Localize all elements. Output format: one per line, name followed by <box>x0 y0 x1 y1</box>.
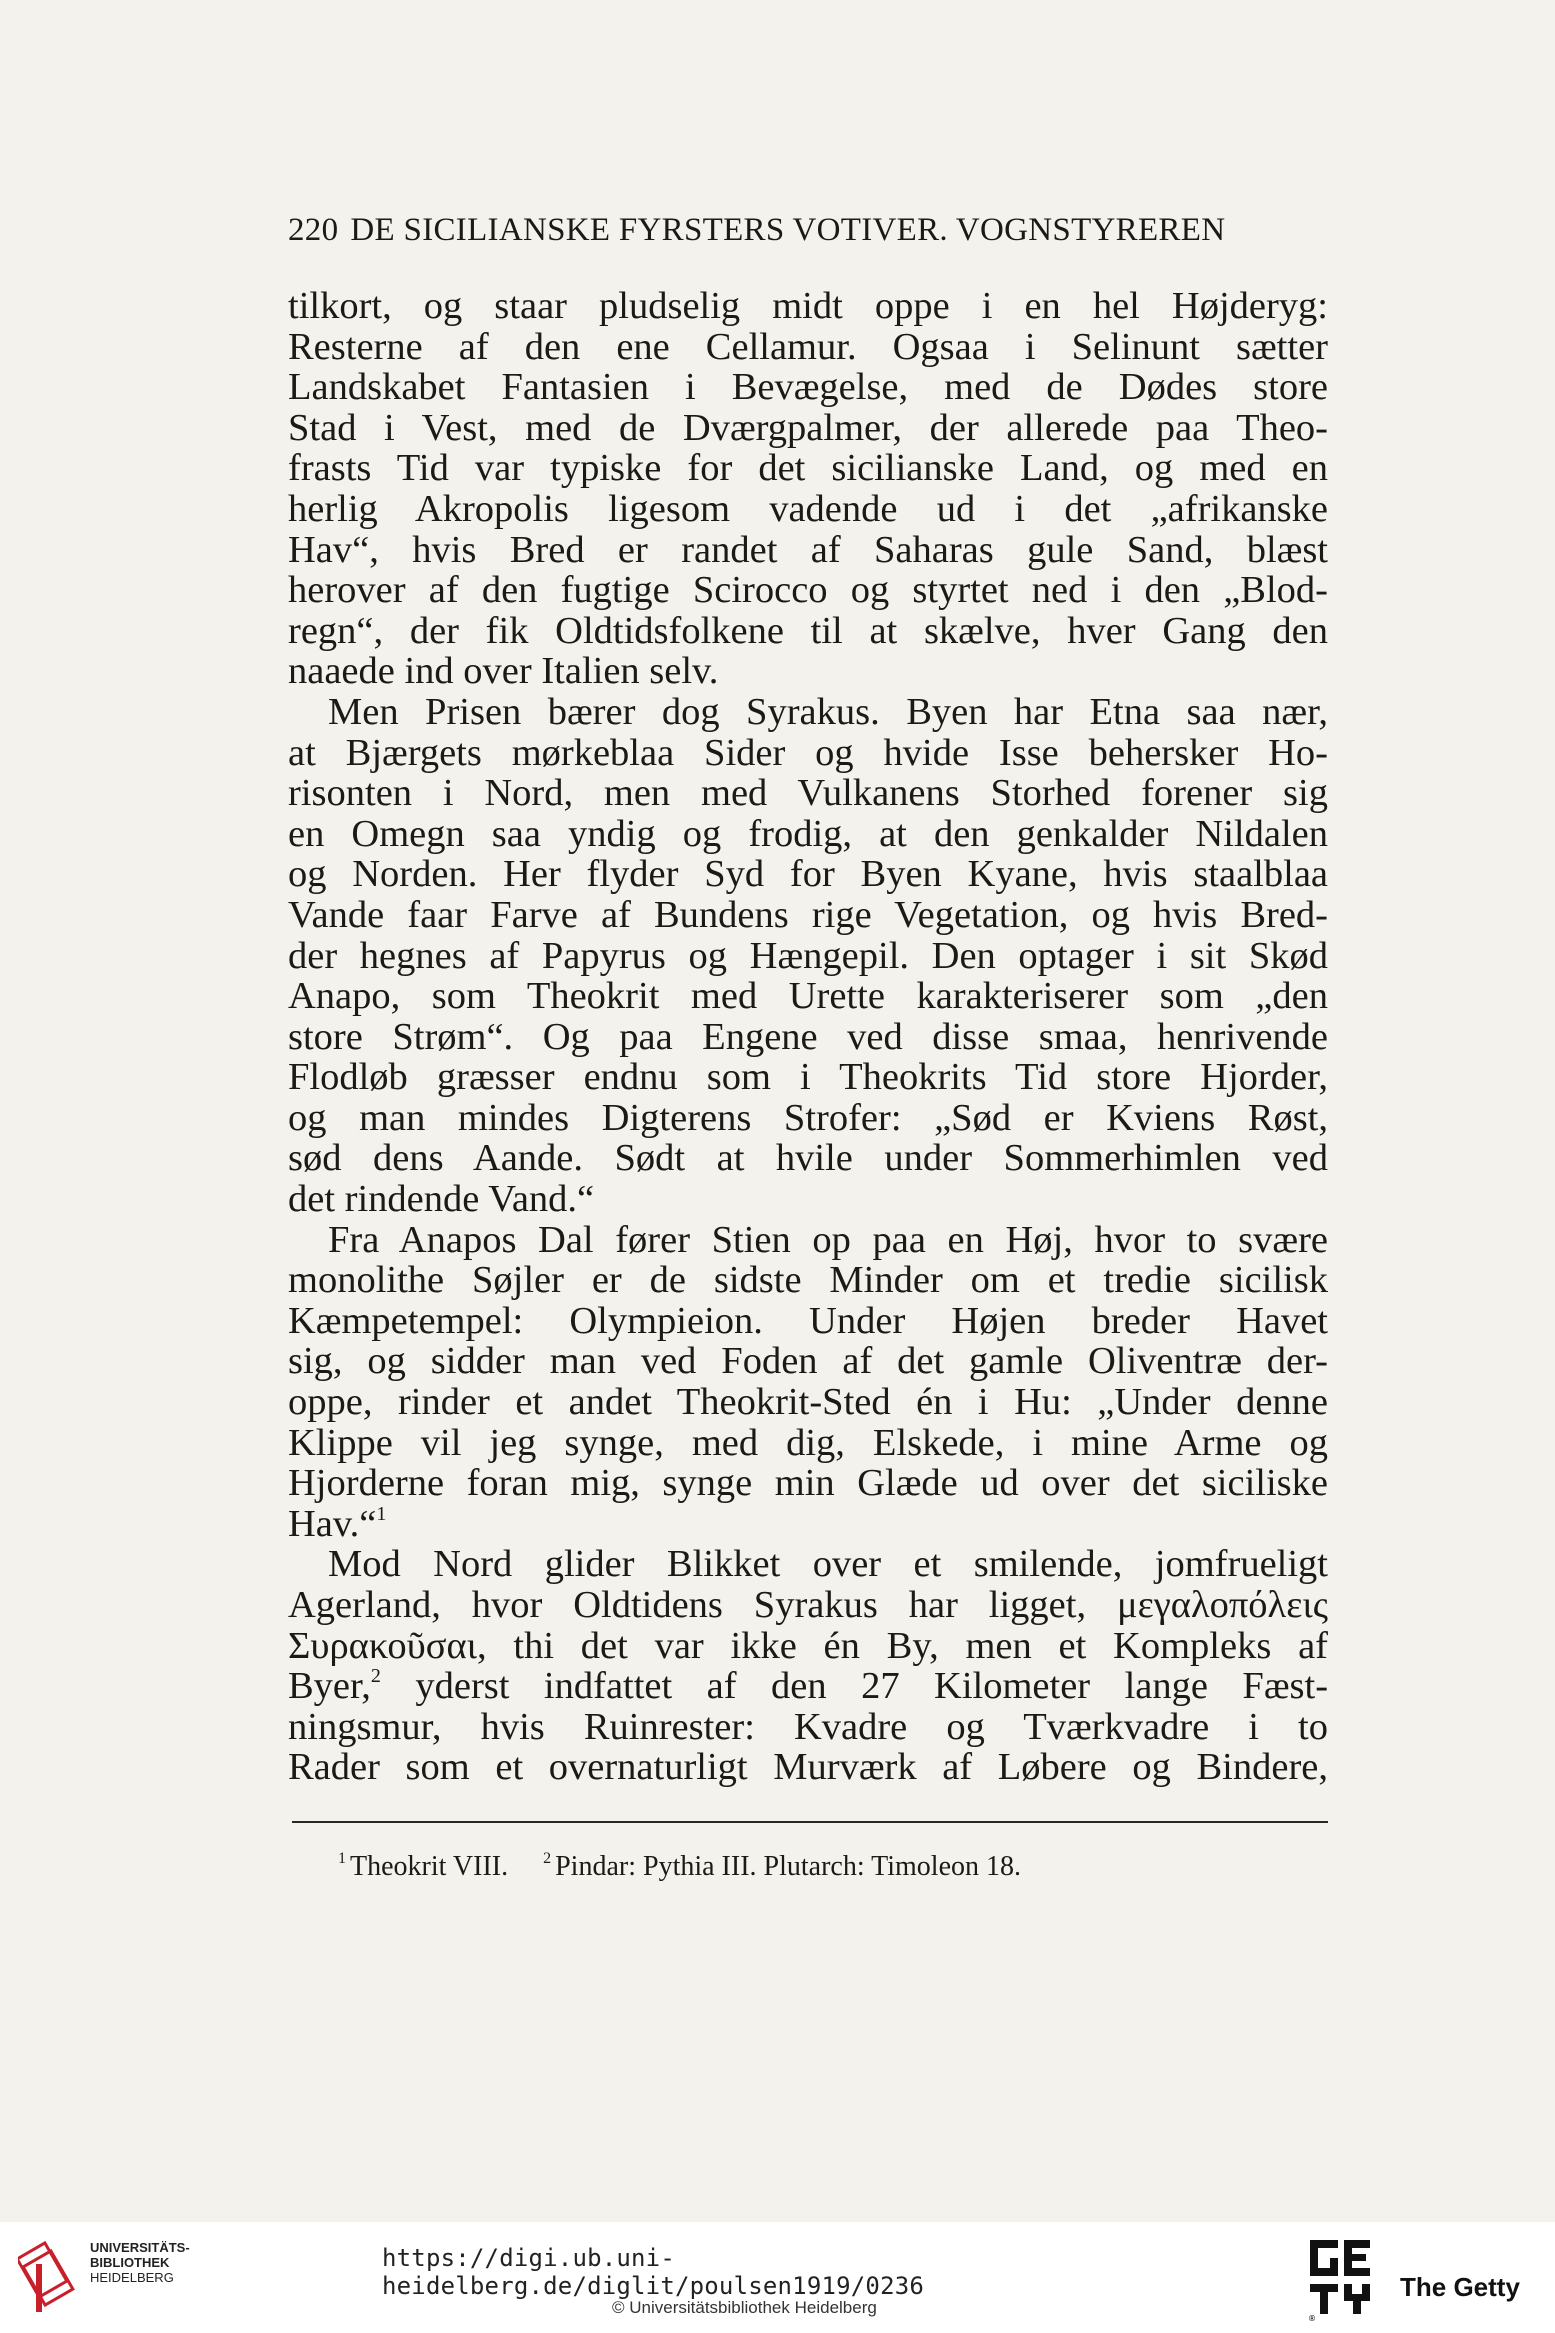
footnotes <box>338 1850 1288 1883</box>
getty-logo-icon <box>1306 2236 1374 2322</box>
library-name <box>90 2240 190 2285</box>
body-text <box>288 286 1328 1788</box>
university-library-logo-icon <box>18 2234 80 2320</box>
text-line: Mod Nord glider Blikket over et smilende, jomfrueligt <box>328 1543 1328 1586</box>
getty-name: The Getty <box>1400 2272 1520 2302</box>
text-line: at Bjærgets mørkeblaa Sider og hvide Isse behersker Ho- <box>288 731 1328 774</box>
text-fragment: Byer, <box>288 1665 371 1708</box>
text-fragment: yderst indfattet af den 27 Kilometer lange Fæst- <box>415 1665 1329 1708</box>
text-line: Vande faar Farve af Bundens rige Vegetation, og hvis Bred- <box>288 893 1328 936</box>
text-line: regn“, der fik Oldtidsfolkene til at skælve, hver Gang den <box>288 609 1328 652</box>
footnote-2 <box>543 1851 1021 1882</box>
text-line: Hjorderne foran mig, synge min Glæde ud over det siciliske <box>288 1462 1328 1505</box>
text-line: Kæmpetempel: Olympieion. Under Højen breder Havet <box>288 1299 1328 1342</box>
footnote-text: Theokrit VIII. <box>350 1851 509 1882</box>
text-fragment: Hav.“ <box>288 1502 377 1545</box>
page-number: 220 <box>288 212 339 248</box>
text-line: store Strøm“. Og paa Engene ved disse smaa, henrivende <box>288 1015 1328 1058</box>
text-line: Hav“, hvis Bred er randet af Saharas gule Sand, blæst <box>288 528 1328 571</box>
footnote-ref[interactable]: 1 <box>376 1502 387 1525</box>
text-line: tilkort, og staar pludselig midt oppe i en hel Højderyg: <box>288 285 1328 327</box>
footnote-number: 2 <box>543 1850 552 1867</box>
footnote-number: 1 <box>338 1850 346 1867</box>
library-name-line: UNIVERSITÄTS- <box>90 2240 190 2255</box>
text-line: det rindende Vand.“ <box>288 1178 595 1221</box>
registered-mark: ® <box>1308 2314 1316 2322</box>
text-line <box>288 1666 1328 1707</box>
footnote-text: Pindar: Pythia III. Plutarch: Timoleon 18. <box>555 1851 1021 1882</box>
text-line: monolithe Søjler er de sidste Minder om et tredie sicilisk <box>288 1259 1328 1302</box>
text-line: Anapo, som Theokrit med Urette karakteriserer som „den <box>288 975 1328 1018</box>
footnote-ref[interactable]: 2 <box>370 1665 381 1688</box>
library-name-line: BIBLIOTHEK <box>90 2255 170 2270</box>
text-line: Συρακοῦσαι, thi det var ikke én By, men et Kompleks af <box>288 1624 1328 1667</box>
text-line: oppe, rinder et andet Theokrit-Sted én i Hu: „Under denne <box>288 1381 1328 1424</box>
text-line: Fra Anapos Dal fører Stien op paa en Høj, hvor to svære <box>328 1218 1328 1261</box>
text-line: og man mindes Digterens Strofer: „Sød er Kviens Røst, <box>288 1096 1328 1139</box>
text-line: sig, og sidder man ved Foden af det gamle Oliventræ der- <box>288 1340 1328 1383</box>
running-title: DE SICILIANSKE FYRSTERS VOTIVER. VOGNSTYREREN <box>350 212 1226 248</box>
text-line: Landskabet Fantasien i Bevægelse, med de Dødes store <box>288 366 1328 409</box>
text-line: Agerland, hvor Oldtidens Syrakus har ligget, μεγαλοπόλεις <box>288 1584 1328 1626</box>
text-line: sød dens Aande. Sødt at hvile under Sommerhimlen ved <box>288 1137 1328 1180</box>
library-name-line: HEIDELBERG <box>90 2270 174 2285</box>
text-line: en Omegn saa yndig og frodig, at den genkalder Nildalen <box>288 812 1328 855</box>
digitization-banner <box>0 2222 1555 2333</box>
text-line <box>288 1504 1328 1545</box>
footnote-1 <box>338 1851 508 1882</box>
permalink-url[interactable]: https://digi.ub.uni-heidelberg.de/diglit/poulsen1919/0236 <box>382 2244 925 2300</box>
text-line: risonten i Nord, men med Vulkanens Storhed forener sig <box>288 772 1328 815</box>
text-line: herover af den fugtige Scirocco og styrtet ned i den „Blod- <box>288 569 1328 612</box>
text-line: Resterne af den ene Cellamur. Ogsaa i Selinunt sætter <box>288 325 1328 368</box>
text-line: herlig Akropolis ligesom vadende ud i det „afrikanske <box>288 487 1328 530</box>
copyright-notice: © Universitätsbibliothek Heidelberg <box>612 2298 877 2317</box>
text-line: Klippe vil jeg synge, med dig, Elskede, i mine Arme og <box>288 1421 1328 1464</box>
text-line: Men Prisen bærer dog Syrakus. Byen har Etna saa nær, <box>328 690 1328 733</box>
text-line: Rader som et overnaturligt Murværk af Løbere og Bindere, <box>288 1746 1328 1789</box>
text-line: ningsmur, hvis Ruinrester: Kvadre og Tværkvadre i to <box>288 1705 1328 1748</box>
text-line: frasts Tid var typiske for det sicilianske Land, og med en <box>288 447 1328 490</box>
text-line: der hegnes af Papyrus og Hængepil. Den optager i sit Skød <box>288 934 1328 977</box>
text-line: Stad i Vest, med de Dværgpalmer, der allerede paa Theo- <box>288 406 1328 449</box>
footnote-rule <box>292 1821 1328 1823</box>
text-line: og Norden. Her flyder Syd for Byen Kyane, hvis staalblaa <box>288 853 1328 896</box>
text-line: naaede ind over Italien selv. <box>288 650 719 693</box>
running-header <box>288 212 1328 249</box>
text-line: Flodløb græsser endnu som i Theokrits Tid store Hjorder, <box>288 1056 1328 1099</box>
